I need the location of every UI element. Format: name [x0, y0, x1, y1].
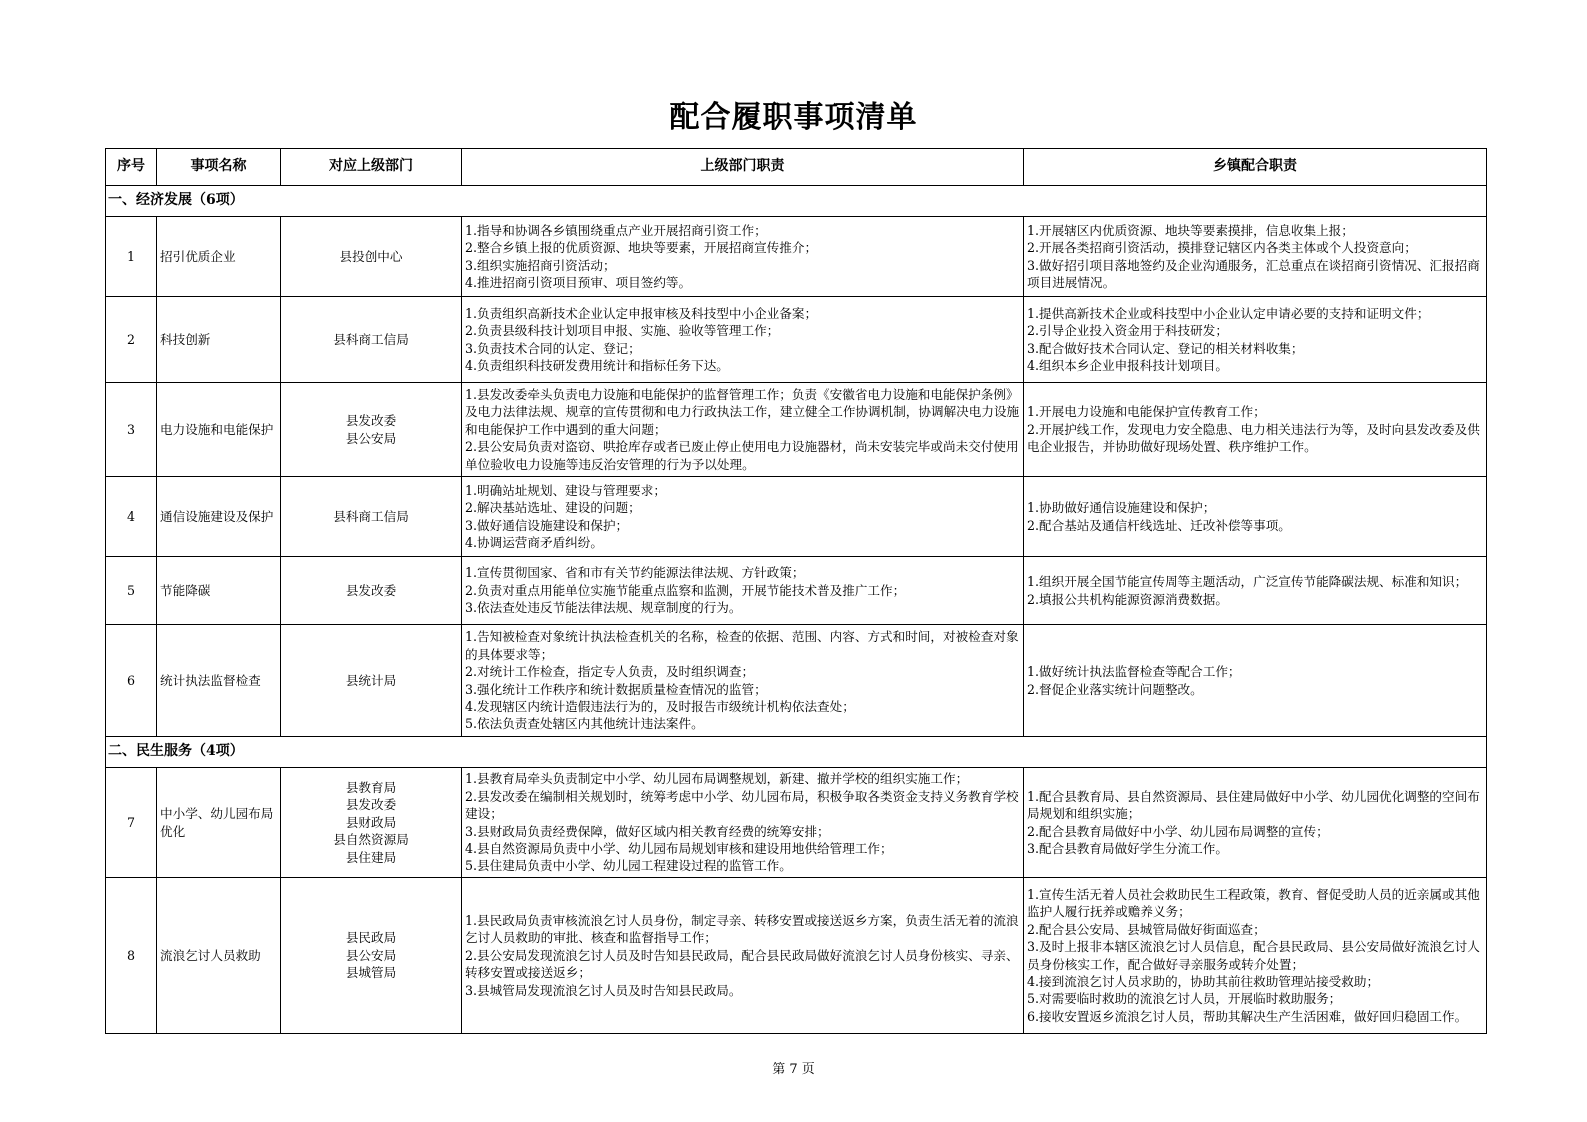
coop-line: 3.及时上报非本辖区流浪乞讨人员信息，配合县民政局、县公安局做好流浪乞讨人员身份核实工作，配合做好寻亲服务或转介处置；	[1027, 939, 1480, 972]
coop-line: 1.协助做好通信设施建设和保护；	[1027, 500, 1216, 516]
coop-line: 6.接收安置返乡流浪乞讨人员，帮助其解决生产生活困难，做好回归稳固工作。	[1027, 1008, 1468, 1024]
cell-duties	[462, 557, 1024, 625]
table-row	[106, 557, 1487, 625]
table-body	[106, 186, 1487, 1034]
coop-line: 1.开展电力设施和电能保护宣传教育工作；	[1027, 404, 1266, 420]
cell-no: 6	[106, 625, 157, 737]
coop-line: 1.宣传生活无着人员社会救助民生工程政策，教育、督促受助人员的近亲属或其他监护人履行抚养或赡养义务；	[1027, 886, 1480, 920]
cell-dept	[281, 477, 462, 557]
table-row	[106, 768, 1487, 878]
duty-line: 2.县发改委在编制相关规划时，统筹考虑中小学、幼儿园布局，积极争取各类资金支持义务教育学校建设；	[465, 788, 1019, 822]
duty-table	[105, 148, 1487, 1034]
duty-line: 1.宣传贯彻国家、省和市有关节约能源法律法规、方针政策；	[465, 565, 805, 581]
col-header-no: 序号	[106, 149, 157, 186]
duty-line: 2.县公安局发现流浪乞讨人员及时告知县民政局，配合县民政局做好流浪乞讨人员身份核实、寻亲、转移安置或接送返乡；	[465, 947, 1019, 981]
dept-line: 县公安局	[345, 947, 397, 963]
table-row	[106, 625, 1487, 737]
dept-line: 县自然资源局	[333, 832, 409, 848]
dept-line: 县民政局	[345, 930, 397, 946]
duty-line: 4.负责组织科技研发费用统计和指标任务下达。	[465, 357, 729, 373]
duty-line: 2.负责县级科技计划项目申报、实施、验收等管理工作；	[465, 323, 780, 339]
cell-coop	[1024, 383, 1487, 477]
dept-line: 县科商工信局	[333, 508, 409, 524]
coop-line: 2.配合县公安局、县城管局做好街面巡查；	[1027, 921, 1266, 937]
coop-line: 4.组织本乡企业申报科技计划项目。	[1027, 357, 1228, 373]
table-row	[106, 217, 1487, 297]
coop-line: 2.开展各类招商引资活动，摸排登记辖区内各类主体或个人投资意向；	[1027, 240, 1417, 256]
coop-line: 2.配合县教育局做好中小学、幼儿园布局调整的宣传；	[1027, 823, 1329, 839]
duty-line: 3.强化统计工作秩序和统计数据质量检查情况的监管；	[465, 681, 767, 697]
duty-line: 3.负责技术合同的认定、登记；	[465, 340, 641, 356]
duty-line: 3.依法查处违反节能法律法规、规章制度的行为。	[465, 600, 742, 616]
cell-dept	[281, 878, 462, 1034]
cell-duties	[462, 477, 1024, 557]
coop-line: 2.配合基站及通信杆线选址、迁改补偿等事项。	[1027, 517, 1291, 533]
dept-line: 县发改委	[345, 582, 397, 598]
dept-line: 县发改委	[345, 413, 397, 429]
duty-line: 2.解决基站选址、建设的问题；	[465, 500, 641, 516]
cell-name: 流浪乞讨人员救助	[157, 878, 281, 1034]
cell-name: 电力设施和电能保护	[157, 383, 281, 477]
cell-name: 统计执法监督检查	[157, 625, 281, 737]
dept-line: 县教育局	[345, 779, 397, 795]
col-header-dept: 对应上级部门	[281, 149, 462, 186]
duty-line: 2.对统计工作检查，指定专人负责，及时组织调查；	[465, 664, 755, 680]
cell-coop	[1024, 297, 1487, 383]
duty-line: 2.负责对重点用能单位实施节能重点监察和监测，开展节能技术普及推广工作；	[465, 582, 906, 598]
duty-line: 4.推进招商引资项目预审、项目签约等。	[465, 274, 692, 290]
duty-line: 3.县财政局负责经费保障，做好区域内相关教育经费的统筹安排；	[465, 823, 830, 839]
cell-no: 3	[106, 383, 157, 477]
cell-coop	[1024, 477, 1487, 557]
cell-no: 4	[106, 477, 157, 557]
coop-line: 1.组织开展全国节能宣传周等主题活动，广泛宣传节能降碳法规、标准和知识；	[1027, 574, 1468, 590]
section-heading: 二、民生服务（4项）	[106, 737, 1487, 768]
duty-line: 3.县城管局发现流浪乞讨人员及时告知县民政局。	[465, 982, 742, 998]
cell-coop	[1024, 217, 1487, 297]
coop-line: 1.做好统计执法监督检查等配合工作；	[1027, 664, 1241, 680]
cell-coop	[1024, 557, 1487, 625]
cell-no: 1	[106, 217, 157, 297]
section-row	[106, 186, 1487, 217]
duty-line: 1.明确站址规划、建设与管理要求；	[465, 482, 666, 498]
col-header-coop: 乡镇配合职责	[1024, 149, 1487, 186]
duty-line: 5.县住建局负责中小学、幼儿园工程建设过程的监管工作。	[465, 858, 792, 874]
cell-no: 7	[106, 768, 157, 878]
cell-no: 5	[106, 557, 157, 625]
cell-no: 8	[106, 878, 157, 1034]
col-header-duties: 上级部门职责	[462, 149, 1024, 186]
cell-coop	[1024, 625, 1487, 737]
dept-line: 县城管局	[345, 965, 397, 981]
duty-line: 5.依法负责查处辖区内其他统计违法案件。	[465, 716, 704, 732]
cell-dept	[281, 625, 462, 737]
cell-duties	[462, 217, 1024, 297]
coop-line: 2.开展护线工作，发现电力安全隐患、电力相关违法行为等，及时向县发改委及供电企业报告，并协助做好现场处置、秩序维护工作。	[1027, 421, 1480, 455]
header-row	[106, 149, 1487, 186]
cell-name: 通信设施建设及保护	[157, 477, 281, 557]
dept-line: 县统计局	[345, 672, 397, 688]
duty-line: 1.告知被检查对象统计执法检查机关的名称，检查的依据、范围、内容、方式和时间，对被检查对象的具体要求等；	[465, 629, 1019, 662]
coop-line: 4.接到流浪乞讨人员求助的，协助其前往救助管理站接受救助；	[1027, 973, 1380, 989]
dept-line: 县科商工信局	[333, 331, 409, 347]
duty-line: 4.发现辖区内统计造假违法行为的，及时报告市级统计机构依法查处；	[465, 698, 855, 714]
coop-line: 2.引导企业投入资金用于科技研发；	[1027, 323, 1228, 339]
cell-dept	[281, 217, 462, 297]
cell-no: 2	[106, 297, 157, 383]
cell-name: 中小学、幼儿园布局优化	[157, 768, 281, 878]
dept-line: 县发改委	[345, 797, 397, 813]
coop-line: 2.填报公共机构能源资源消费数据。	[1027, 591, 1228, 607]
coop-line: 1.提供高新技术企业或科技型中小企业认定申请必要的支持和证明文件；	[1027, 305, 1430, 321]
duty-line: 4.协调运营商矛盾纠纷。	[465, 534, 603, 550]
cell-duties	[462, 768, 1024, 878]
cell-dept	[281, 768, 462, 878]
coop-line: 3.配合做好技术合同认定、登记的相关材料收集；	[1027, 340, 1304, 356]
coop-line: 3.配合县教育局做好学生分流工作。	[1027, 840, 1228, 856]
coop-line: 1.开展辖区内优质资源、地块等要素摸排，信息收集上报；	[1027, 222, 1354, 238]
duty-line: 3.做好通信设施建设和保护；	[465, 517, 629, 533]
coop-line: 2.督促企业落实统计问题整改。	[1027, 681, 1203, 697]
dept-line: 县财政局	[345, 814, 397, 830]
col-header-name: 事项名称	[157, 149, 281, 186]
duty-line: 4.县自然资源局负责中小学、幼儿园布局规划审核和建设用地供给管理工作；	[465, 840, 893, 856]
duty-line: 1.县发改委牵头负责电力设施和电能保护的监督管理工作；负责《安徽省电力设施和电能保护条例》及电力法律法规、规章的宣传贯彻和电力行政执法工作，建立健全工作协调机制，协调解决电力设施和电能保护工作中遇到的重大问题；	[465, 386, 1020, 437]
duty-line: 1.县教育局牵头负责制定中小学、幼儿园布局调整规划，新建、撤并学校的组织实施工作；	[465, 771, 969, 787]
section-heading: 一、经济发展（6项）	[106, 186, 1487, 217]
coop-line: 5.对需要临时救助的流浪乞讨人员，开展临时救助服务；	[1027, 991, 1342, 1007]
dept-line: 县投创中心	[339, 248, 403, 264]
cell-dept	[281, 383, 462, 477]
duty-line: 1.负责组织高新技术企业认定申报审核及科技型中小企业备案；	[465, 305, 818, 321]
cell-duties	[462, 383, 1024, 477]
cell-coop	[1024, 878, 1487, 1034]
cell-dept	[281, 557, 462, 625]
section-row	[106, 737, 1487, 768]
cell-name: 节能降碳	[157, 557, 281, 625]
duty-line: 2.县公安局负责对盗窃、哄抢库存或者已废止停止使用电力设施器材，尚未安装完毕或尚未交付使用单位验收电力设施等违反治安管理的行为予以处理。	[465, 439, 1019, 472]
cell-duties	[462, 297, 1024, 383]
duty-line: 3.组织实施招商引资活动；	[465, 257, 616, 273]
cell-duties	[462, 625, 1024, 737]
table-row	[106, 297, 1487, 383]
table-row	[106, 383, 1487, 477]
table-row	[106, 477, 1487, 557]
dept-line: 县公安局	[345, 430, 397, 446]
coop-line: 1.配合县教育局、县自然资源局、县住建局做好中小学、幼儿园优化调整的空间布局规划和组织实施；	[1027, 788, 1480, 822]
cell-name: 科技创新	[157, 297, 281, 383]
duty-line: 1.指导和协调各乡镇围绕重点产业开展招商引资工作；	[465, 222, 767, 238]
dept-line: 县住建局	[345, 849, 397, 865]
page-number: 第 7 页	[772, 1062, 815, 1077]
cell-coop	[1024, 768, 1487, 878]
cell-dept	[281, 297, 462, 383]
cell-duties	[462, 878, 1024, 1034]
coop-line: 3.做好招引项目落地签约及企业沟通服务，汇总重点在谈招商引资情况、汇报招商项目进展情况。	[1027, 257, 1480, 290]
page-title: 配合履职事项清单	[669, 100, 918, 135]
duty-line: 1.县民政局负责审核流浪乞讨人员身份，制定寻亲、转移安置或接送返乡方案，负责生活无着的流浪乞讨人员救助的审批、核查和监督指导工作；	[465, 912, 1019, 946]
cell-name: 招引优质企业	[157, 217, 281, 297]
table-row	[106, 878, 1487, 1034]
duty-line: 2.整合乡镇上报的优质资源、地块等要素，开展招商宣传推介；	[465, 240, 818, 256]
